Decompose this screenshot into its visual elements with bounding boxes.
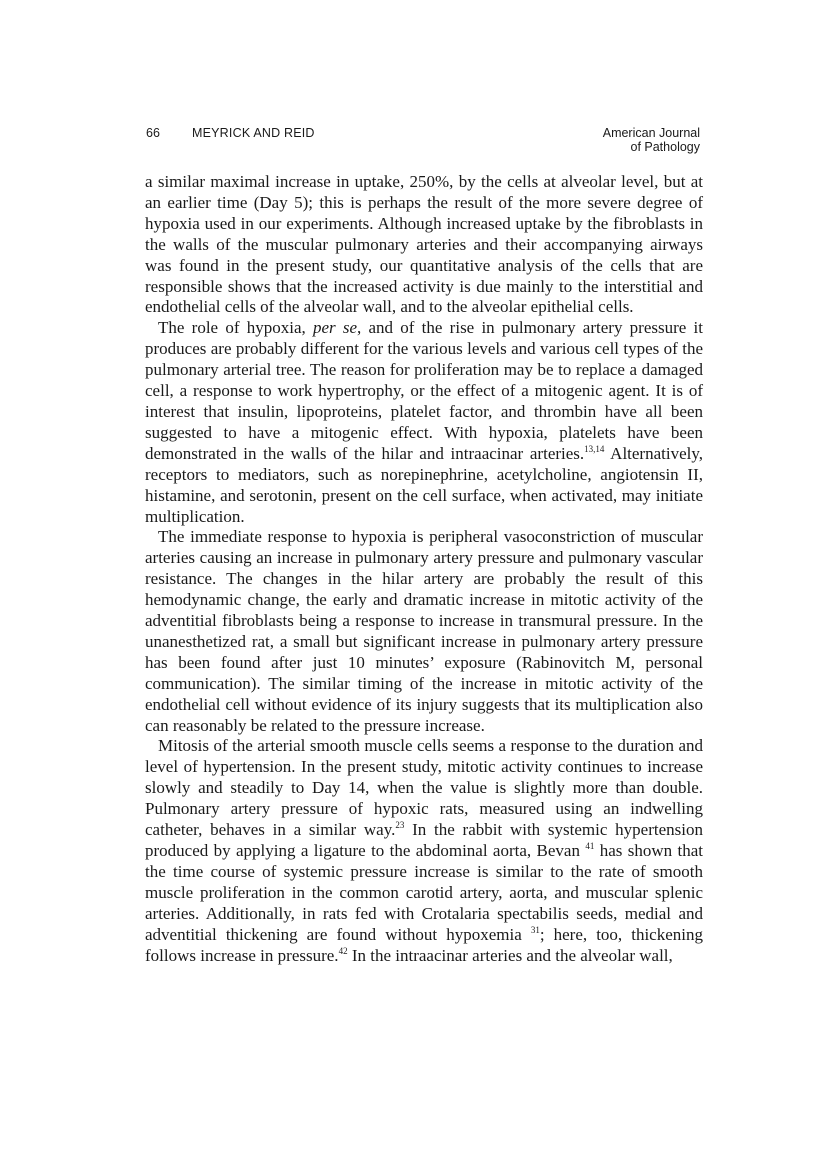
- citation-reference: 41: [585, 841, 595, 851]
- citation-reference: 13,14: [584, 443, 605, 454]
- paragraph-text: The role of hypoxia,: [158, 318, 313, 338]
- paragraph-text: has shown that the time course of systemic pressure increase is similar to the rate of smooth muscle proliferation in the common carotid artery, aorta, and muscular splenic arteries. Additionally, in rats fed with Crotalaria spectabilis seeds, medial and adventitial thickening are found without hypoxemia: [145, 841, 704, 944]
- journal-name-line-2: of Pathology: [630, 140, 700, 154]
- paragraph-text: ; here, too, thickening follows increase in pressure.: [145, 924, 703, 965]
- citation-reference: 23: [395, 820, 405, 831]
- paragraph-text: Mitosis of the arterial smooth muscle cells seems a response to the duration and level of hypertension. In the present study, mitotic activity continues to increase slowly and steadily to Day 14, when the value is slightly more than double. Pulmonary artery pressure of hypoxic rats, measured using an indwelling catheter, behaves in a similar way.: [145, 736, 703, 840]
- page-number: 66: [146, 126, 160, 140]
- body-paragraph: [145, 736, 703, 966]
- running-header: [146, 126, 700, 158]
- italic-text: per se: [312, 318, 358, 338]
- body-paragraph: [145, 172, 703, 318]
- running-authors: MEYRICK AND REID: [192, 126, 315, 140]
- citation-reference: 31: [530, 924, 540, 935]
- journal-name-line-1: American Journal: [602, 126, 700, 140]
- paragraph-text: The immediate response to hypoxia is peripheral vasoconstriction of muscular arteries causing an increase in pulmonary artery pressure and pulmonary vascular resistance. The changes in the hilar artery are probably the result of this hemodynamic change, the early and dramatic increase in mitotic activity of the adventitial fibroblasts being a response to increase in transmural pressure. In the unanesthetized rat, a small but significant increase in pulmonary artery pressure has been found after just 10 minutes’ exposure (Rabinovitch M, personal communication). The similar timing of the increase in mitotic activity of the endothelial cell without evidence of its injury suggests that its multiplication also can reasonably be related to the pressure increase.: [145, 527, 703, 735]
- body-paragraph: [145, 527, 703, 736]
- paragraph-text: Alternatively, receptors to mediators, such as norepinephrine, acetylcholine, angiotensin II, histamine, and serotonin, present on the cell surface, when activated, may initiate multiplication.: [145, 443, 704, 526]
- body-paragraph: [145, 318, 703, 527]
- paragraph-text: In the rabbit with systemic hypertension produced by applying a ligature to the abdominal aorta, Bevan: [145, 820, 703, 860]
- paragraph-text: a similar maximal increase in uptake, 250%, by the cells at alveolar level, but at an earlier time (Day 5); this is perhaps the result of the more severe degree of hypoxia used in our experiments. Although increased uptake by the fibroblasts in the walls of the muscular pulmonary arteries and their accompanying airways was found in the present study, our quantitative analysis of the cells that are responsible shows that the increased activity is due mainly to the interstitial and endothelial cells of the alveolar wall, and to the alveolar epithelial cells.: [145, 172, 703, 317]
- article-body: [145, 172, 703, 966]
- paragraph-text: , and of the rise in pulmonary artery pressure it produces are probably different for the various levels and various cell types of the pulmonary arterial tree. The reason for proliferation may be to replace a damaged cell, a response to work hypertrophy, or the effect of a mitogenic agent. It is of interest that insulin, lipoproteins, platelet factor, and thrombin have all been suggested to have a mitogenic effect. With hypoxia, platelets have been demonstrated in the walls of the hilar and intraacinar arteries.: [145, 318, 703, 463]
- journal-name: [603, 126, 700, 154]
- citation-reference: 42: [338, 945, 348, 956]
- paragraph-text: In the intraacinar arteries and the alveolar wall,: [347, 945, 673, 965]
